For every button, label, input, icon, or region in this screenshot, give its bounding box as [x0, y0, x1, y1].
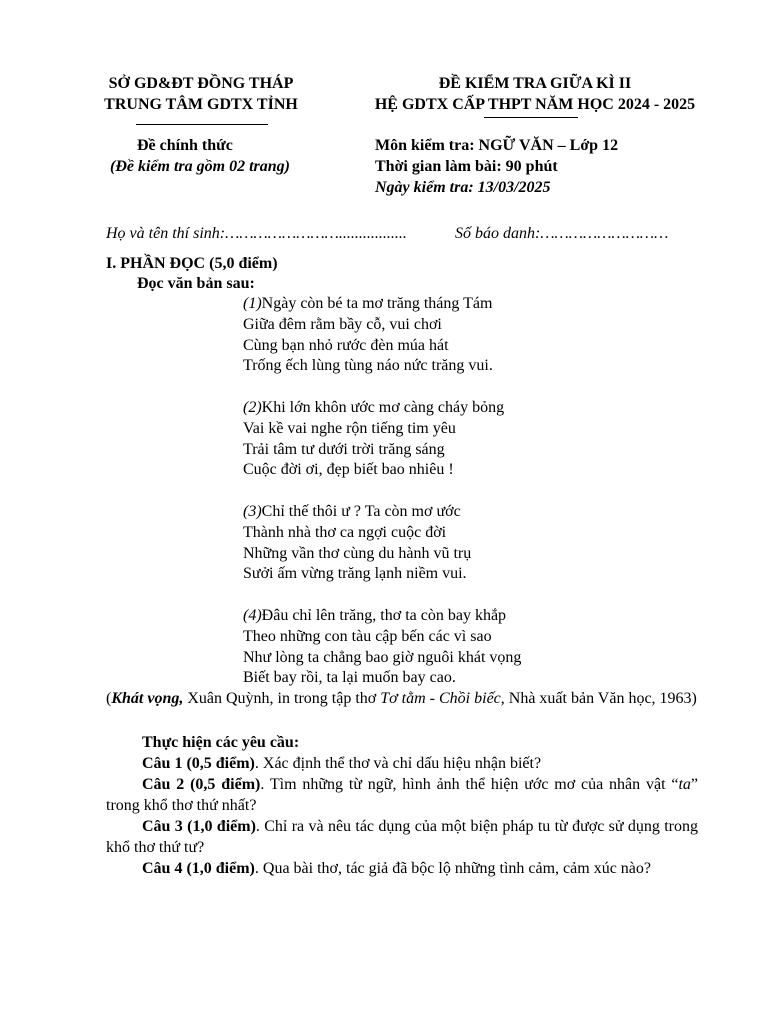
question-text: . Xác định thể thơ và chỉ dấu hiệu nhận biết?: [254, 755, 542, 772]
poem-line: Trải tâm tư dưới trời trăng sáng: [243, 440, 445, 458]
poem-title: Khát vọng,: [111, 690, 184, 707]
tasks-title: Thực hiện các yêu cầu:: [142, 734, 300, 751]
stanza-number: (2): [243, 398, 262, 416]
stanza-number: (4): [243, 606, 262, 624]
stanza-2: [243, 398, 521, 481]
poem-source: (Khát vọng, Xuân Quỳnh, in trong tập thơ Tơ tằm - Chồi biếc, Nhà xuất bản Văn học, 1963): [106, 690, 697, 707]
question-text: . Chỉ ra và nêu tác dụng của một biện pháp tu từ được sử dụng trong khổ thơ thứ tư?: [106, 818, 699, 856]
poem-line: Biết bay rồi, ta lại muốn bay cao.: [243, 669, 456, 687]
header-right: [348, 74, 722, 116]
student-id-field: Số báo danh:………………………: [455, 225, 669, 242]
exam-duration: Thời gian làm bài: 90 phút: [375, 158, 558, 175]
stanza-1: [243, 294, 521, 377]
question-italic: ta: [678, 776, 691, 793]
poem: [243, 294, 521, 689]
stanza-3: [243, 502, 521, 585]
center-name: TRUNG TÂM GDTX TỈNH: [104, 95, 298, 113]
poem-line: Giữa đêm rằm bầy cỗ, vui chơi: [243, 315, 442, 333]
poem-line: Như lòng ta chẳng bao giờ nguôi khát vọng: [243, 648, 522, 666]
question-text: . Tìm những từ ngữ, hình ảnh thể hiện ước mơ của nhân vật “: [260, 776, 679, 793]
header-left: [82, 74, 320, 116]
question-label: Câu 3 (1,0 điểm): [142, 818, 256, 835]
poem-line: Vai kề vai nghe rộn tiếng tim yêu: [243, 419, 456, 437]
question-2: Câu 2 (0,5 điểm). Tìm những từ ngữ, hình ảnh thể hiện ước mơ của nhân vật “ta” trong khổ thơ thứ nhất?: [106, 776, 698, 814]
stanza-number: (1): [243, 295, 262, 312]
stanza-number: (3): [243, 502, 262, 520]
pages-note: (Đề kiểm tra gồm 02 trang): [110, 158, 290, 175]
student-name-field: Họ và tên thí sinh:…………………….................: [106, 225, 407, 242]
question-label: Câu 1 (0,5 điểm): [142, 755, 255, 772]
official-label: Đề chính thức: [137, 137, 233, 154]
department-name: SỞ GD&ĐT ĐỒNG THÁP: [108, 75, 294, 92]
poem-line: Theo những con tàu cập bến các vì sao: [243, 627, 492, 645]
poem-line: Ngày còn bé ta mơ trăng tháng Tám: [261, 295, 493, 312]
header-left-underline: [136, 124, 268, 125]
poem-collection: Tơ tằm - Chồi biếc: [380, 690, 501, 707]
exam-date: Ngày kiểm tra: 13/03/2025: [375, 179, 551, 196]
header-right-underline: [484, 117, 578, 118]
question-1: [106, 754, 698, 775]
poem-line: Cuộc đời ơi, đẹp biết bao nhiêu !: [243, 461, 454, 479]
question-4: [106, 859, 698, 880]
poem-line: Chỉ thế thôi ư ? Ta còn mơ ước: [261, 502, 461, 520]
stanza-4: [243, 606, 521, 689]
section-title: I. PHẦN ĐỌC (5,0 điểm): [106, 255, 278, 272]
question-label: Câu 2 (0,5 điểm): [142, 776, 261, 793]
question-label: Câu 4 (1,0 điểm): [142, 860, 255, 877]
poem-line: Thành nhà thơ ca ngợi cuộc đời: [243, 523, 447, 541]
read-instruction: Đọc văn bản sau:: [137, 275, 255, 292]
poem-line: Đâu chỉ lên trăng, thơ ta còn bay khắp: [261, 606, 507, 624]
question-3: [106, 817, 698, 859]
exam-subtitle: HỆ GDTX CẤP THPT NĂM HỌC 2024 - 2025: [374, 95, 696, 113]
poem-line: Những vần thơ cùng du hành vũ trụ: [243, 544, 472, 562]
poem-line: Cùng bạn nhỏ rước đèn múa hát: [243, 336, 449, 354]
poem-line: Sưởi ấm vừng trăng lạnh niềm vui.: [243, 565, 467, 583]
poem-line: Khi lớn khôn ước mơ càng cháy bỏng: [261, 398, 505, 416]
question-text: . Qua bài thơ, tác giả đã bộc lộ những tình cảm, cảm xúc nào?: [254, 860, 652, 877]
poem-line: Trống ếch lùng tùng náo nức trăng vui.: [243, 357, 493, 375]
exam-title: ĐỀ KIỂM TRA GIỮA KÌ II: [438, 75, 632, 92]
exam-subject: Môn kiểm tra: NGỮ VĂN – Lớp 12: [375, 137, 619, 154]
